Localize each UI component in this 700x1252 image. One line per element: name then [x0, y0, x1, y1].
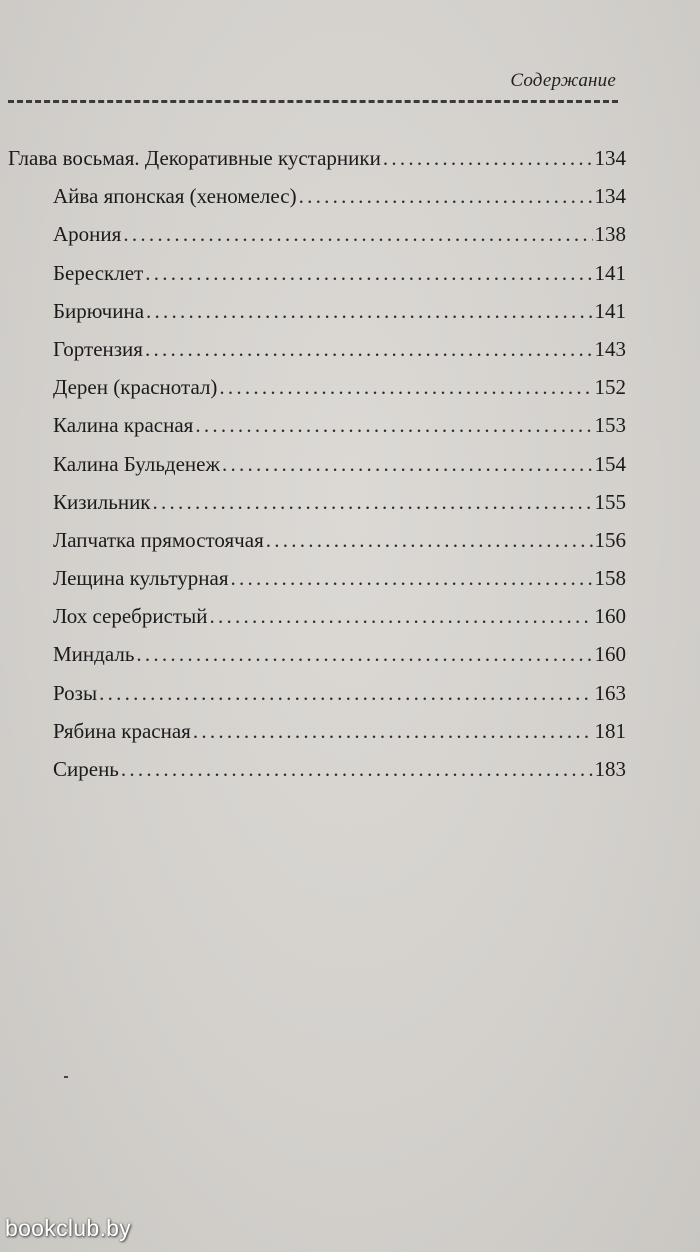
toc-entry [0, 559, 626, 597]
toc-entry-title: Гортензия [53, 336, 143, 361]
dot-leader [222, 445, 592, 483]
dot-leader [209, 597, 592, 635]
toc-entry-title: Рябина красная [53, 718, 191, 743]
toc-entry-page: 152 [594, 375, 626, 400]
toc-entry [0, 177, 626, 215]
toc-entry [0, 750, 626, 788]
running-head: Содержание [510, 70, 616, 91]
dot-leader [121, 750, 593, 788]
toc-entry [0, 330, 626, 368]
toc-entry-page: 155 [594, 489, 626, 514]
toc-entry-title: Глава восьмая. Декоративные кустарники [8, 146, 381, 170]
toc-entry-title: Арония [53, 222, 122, 247]
toc-entry-page: 160 [594, 642, 626, 667]
dot-leader [231, 559, 593, 597]
toc-entry-page: 134 [594, 146, 626, 170]
dot-leader [195, 406, 592, 444]
dot-leader [266, 521, 593, 559]
toc-entry-page: 138 [594, 222, 626, 247]
toc-entry [0, 368, 626, 406]
table-of-contents [0, 139, 626, 788]
toc-entry-page: 154 [594, 451, 626, 476]
toc-entry-page: 183 [594, 757, 626, 781]
toc-entry-title: Бересклет [53, 260, 144, 285]
toc-entry-page: 134 [594, 184, 626, 209]
toc-entry-page: 158 [594, 566, 626, 591]
toc-entry-title: Айва японская (хеномелес) [53, 184, 297, 209]
toc-entry [0, 445, 626, 483]
toc-entry [0, 712, 626, 750]
dot-leader [145, 254, 592, 292]
dot-leader [145, 330, 593, 368]
toc-entry-title: Розы [53, 680, 98, 705]
toc-entry [0, 254, 626, 292]
dot-leader [146, 292, 592, 330]
toc-entry-page: 141 [594, 260, 626, 285]
toc-entry [0, 521, 626, 559]
print-speck [64, 1076, 68, 1078]
dot-leader [136, 635, 592, 673]
toc-entry-page: 181 [594, 718, 626, 743]
dot-leader [299, 177, 593, 215]
watermark-text: bookclub.by [5, 1215, 132, 1241]
dashed-divider [8, 100, 618, 103]
toc-entry-title: Кизильник [53, 489, 151, 514]
toc-entry-title: Лох серебристый [53, 604, 208, 629]
toc-entry-page: 163 [594, 680, 626, 705]
toc-entry-page: 141 [594, 298, 626, 323]
toc-entry [0, 406, 626, 444]
toc-entry-title: Калина Бульденеж [53, 451, 221, 476]
toc-chapter-heading [0, 139, 626, 177]
toc-entry-page: 153 [594, 413, 626, 438]
toc-entry [0, 483, 626, 521]
toc-entry-title: Сирень [53, 757, 119, 781]
dot-leader [99, 674, 592, 712]
toc-entry-page: 143 [594, 336, 626, 361]
toc-entry-page: 156 [594, 527, 626, 552]
toc-entry [0, 597, 626, 635]
dot-leader [219, 368, 592, 406]
dot-leader [193, 712, 593, 750]
toc-entry [0, 635, 626, 673]
toc-entry-title: Миндаль [53, 642, 135, 667]
toc-entry [0, 674, 626, 712]
dot-leader [123, 215, 592, 253]
toc-entry-title: Лещина культурная [53, 566, 229, 591]
toc-entry-title: Бирючина [53, 298, 145, 323]
toc-entry [0, 292, 626, 330]
dot-leader [153, 483, 593, 521]
toc-entry-title: Калина красная [53, 413, 194, 438]
dot-leader [383, 139, 593, 177]
toc-entry-page: 160 [594, 604, 626, 629]
toc-entry [0, 215, 626, 253]
toc-entry-title: Дерен (краснотал) [53, 375, 218, 400]
toc-entry-title: Лапчатка прямостоячая [53, 527, 264, 552]
